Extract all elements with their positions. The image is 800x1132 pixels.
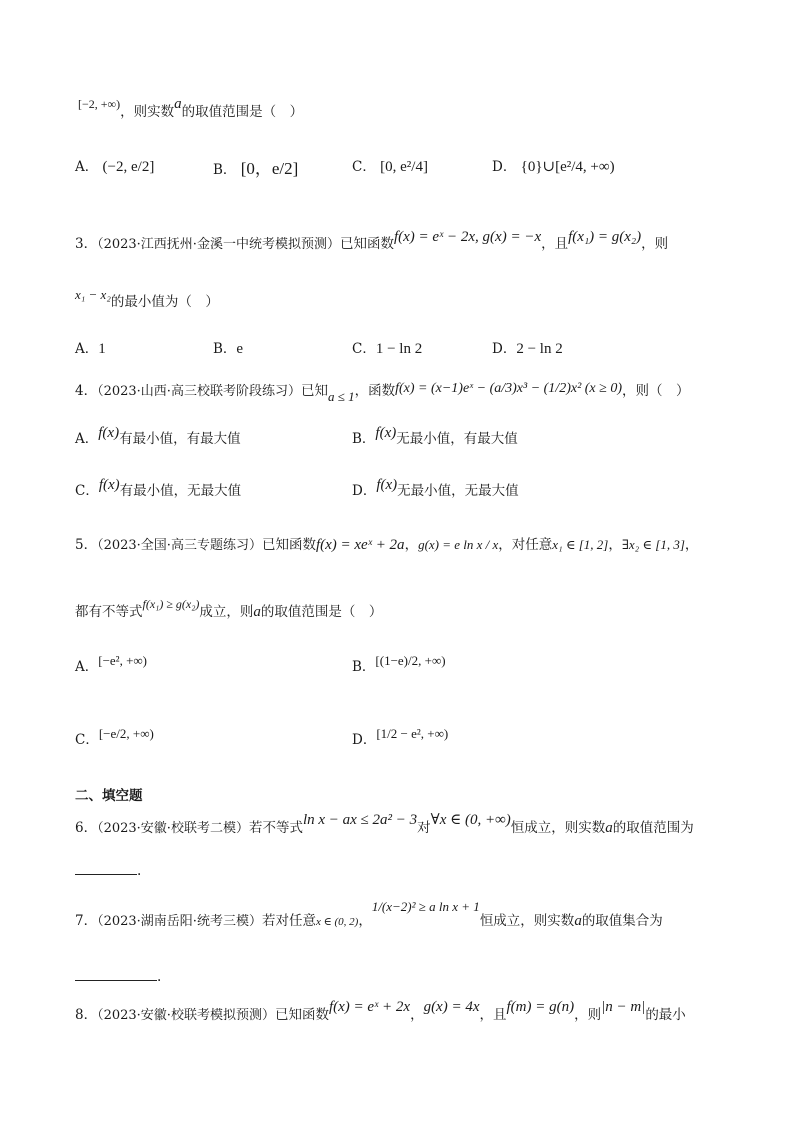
q3-stem-line2: x₁ − x₂的最小值为（ ） xyxy=(75,287,219,310)
q2-option-a[interactable]: A． (−2, e/2] xyxy=(75,159,155,175)
q2-option-d[interactable]: D． {0}∪[e²/4, +∞) xyxy=(492,159,615,175)
q3-option-d[interactable]: D．2 − ln 2 xyxy=(492,341,563,357)
question-source: （2023·安徽·校联考二模） xyxy=(97,821,249,836)
question-source: （2023·山西·高三校联考阶段练习） xyxy=(97,384,301,399)
q4-stem: 4．（2023·山西·高三校联考阶段练习）已知a ≤ 1，函数f(x) = (x−1)eˣ − (a/3)x³ − (1/2)x² (x ≥ 0)，则（ ） xyxy=(75,381,690,404)
q5-option-c[interactable]: C．[−e/2, +∞) xyxy=(75,726,154,748)
q4-option-b[interactable]: B．f(x)无最小值，有最大值 xyxy=(352,425,518,447)
q5-option-b[interactable]: B．[(1−e)/2, +∞) xyxy=(352,653,446,675)
option-math: [0, e²/4] xyxy=(380,159,428,175)
q5-stem: 5．（2023·全国·高三专题练习）已知函数f(x) = xeˣ + 2a，g(x) = e ln x / x，对任意x₁ ∈ [1, 2]，∃x₂ ∈ [1, 3]， xyxy=(75,537,699,553)
q3-option-a[interactable]: A．1 xyxy=(75,341,106,357)
q5-option-d[interactable]: D．[1/2 − e², +∞) xyxy=(352,726,449,748)
option-math: [0，e/2] xyxy=(240,159,299,178)
q5-option-a[interactable]: A．[−e², +∞) xyxy=(75,653,148,675)
q6-stem: 6．（2023·安徽·校联考二模）若不等式ln x − ax ≤ 2a² − 3对∀x ∈ (0, +∞)恒成立，则实数a的取值范围为 xyxy=(75,812,694,836)
q5-stem-line2: 都有不等式f(x₁) ≥ g(x₂)成立，则a的取值范围是（ ） xyxy=(75,597,383,620)
function-def: f(x) = eˣ + 2x xyxy=(328,999,411,1015)
q3-stem: 3．（2023·江西抚州·金溪一中统考模拟预测）已知函数f(x) = eˣ − 2x, g(x) = −x，且f(x₁) = g(x₂)，则 xyxy=(75,229,669,252)
option-math: {0}∪[e²/4, +∞) xyxy=(520,159,615,175)
q7-stem: 7．（2023·湖南岳阳·统考三模）若对任意x ∈ (0, 2)，1/(x−2)² ≥ a ln x + 1恒成立，则实数a的取值集合为 xyxy=(75,899,663,929)
option-math: (−2, e/2] xyxy=(102,159,155,175)
q3-option-b[interactable]: B．e xyxy=(213,341,244,357)
q4-option-a[interactable]: A．f(x)有最小值，有最大值 xyxy=(75,425,241,447)
q8-stem: 8．（2023·安徽·校联考模拟预测）已知函数f(x) = eˣ + 2x，g(x) = 4x，且f(m) = g(n)，则|n − m|的最小 xyxy=(75,999,686,1023)
function-def: f(x) = (x−1)eˣ − (a/3)x³ − (1/2)x² (x ≥ 0) xyxy=(395,381,622,396)
question-source: （2023·江西抚州·金溪一中统考模拟预测） xyxy=(97,237,340,252)
question-source: （2023·全国·高三专题练习） xyxy=(97,538,262,553)
question-source: （2023·湖南岳阳·统考三模） xyxy=(97,914,262,929)
q2-option-b[interactable]: B． [0，e/2] xyxy=(213,159,299,178)
q3-option-c[interactable]: C．1 − ln 2 xyxy=(352,341,423,357)
interval-math: [−2, +∞) xyxy=(78,97,121,111)
q4-option-d[interactable]: D．f(x)无最小值，无最大值 xyxy=(352,477,519,499)
q2-option-c[interactable]: C． [0, e²/4] xyxy=(352,159,428,175)
function-def: f(x) = eˣ − 2x, g(x) = −x xyxy=(393,229,542,245)
q6-answer-blank[interactable]: . xyxy=(75,862,141,879)
question-source: （2023·安徽·校联考模拟预测） xyxy=(97,1008,275,1023)
function-def: f(x) = xeˣ + 2a xyxy=(315,537,405,553)
q7-answer-blank[interactable]: . xyxy=(75,968,161,985)
section-heading: 二、填空题 xyxy=(75,788,143,804)
q4-option-c[interactable]: C．f(x)有最小值，无最大值 xyxy=(75,477,242,499)
q2-stem-tail: [−2, +∞)，则实数a的取值范围是（ ） xyxy=(78,96,304,120)
